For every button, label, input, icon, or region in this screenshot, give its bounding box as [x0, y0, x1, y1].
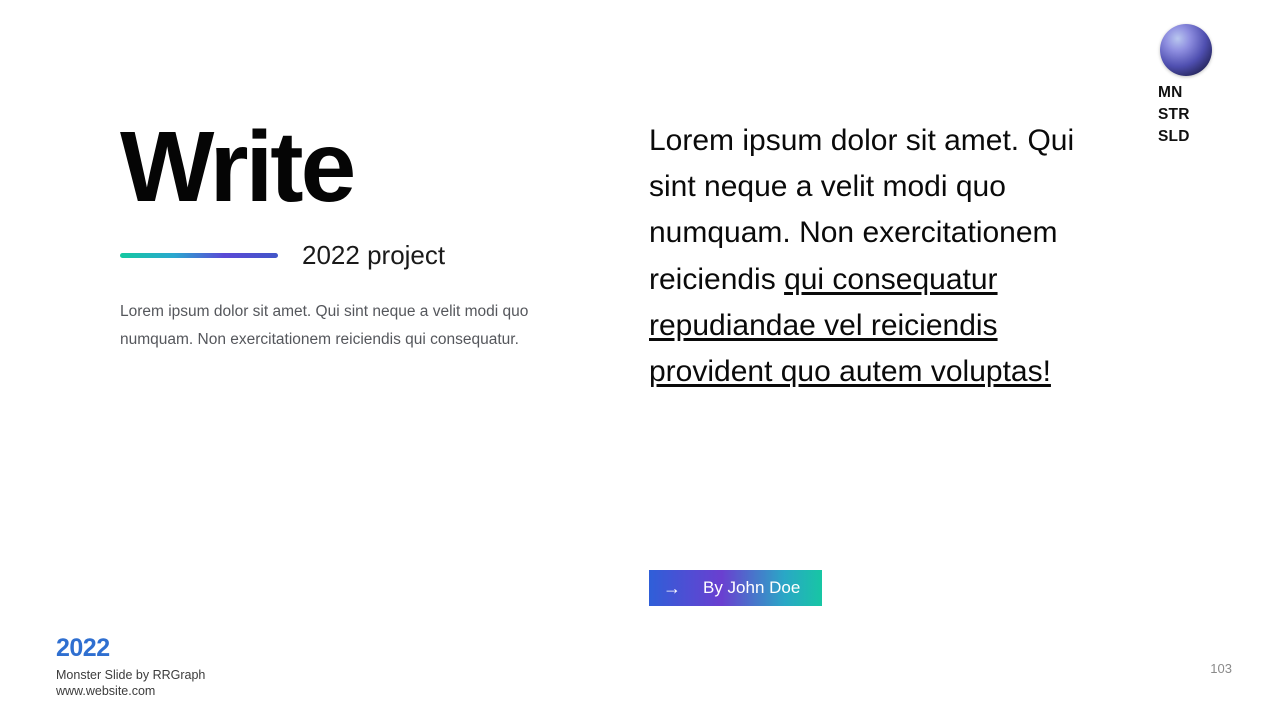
- footer-website[interactable]: www.website.com: [56, 684, 156, 698]
- page-title: Write: [120, 111, 354, 223]
- subtitle: [302, 240, 445, 271]
- arrow-right-icon: →: [663, 578, 681, 598]
- right-body-plain: Lorem ipsum dolor sit amet. Qui sint neque a velit modi quo numquam. Non exercitationem reiciendis: [649, 124, 1075, 296]
- right-body-emphasis: qui consequatur repudiandae vel reiciendis provident quo autem voluptas!: [649, 262, 1051, 388]
- subtitle-row: [120, 238, 590, 272]
- brand-wordmark: [1158, 82, 1218, 148]
- page-number: 103: [1210, 661, 1232, 676]
- footer-credit: Monster Slide by RRGraph: [56, 668, 206, 682]
- gradient-sphere-logo-icon: [1160, 24, 1212, 76]
- right-column: [649, 118, 1119, 395]
- right-body-text: [649, 118, 1119, 395]
- brand-line-1: MN: [1158, 84, 1183, 101]
- subtitle-word: project: [367, 239, 446, 270]
- author-button-label: By John Doe: [703, 578, 801, 597]
- left-column: [120, 111, 590, 353]
- brand-line-2: STR: [1158, 106, 1190, 123]
- author-button[interactable]: [649, 570, 822, 606]
- footer-year: 2022: [56, 633, 110, 662]
- brand-logo: [1158, 24, 1218, 148]
- subtitle-year: 2022: [302, 239, 360, 270]
- footer: [56, 635, 205, 699]
- brand-line-3: SLD: [1158, 128, 1190, 145]
- accent-bar-divider: [120, 253, 278, 258]
- left-body-text: Lorem ipsum dolor sit amet. Qui sint neque a velit modi quo numquam. Non exercitationem reiciendis qui consequatur.: [120, 303, 529, 348]
